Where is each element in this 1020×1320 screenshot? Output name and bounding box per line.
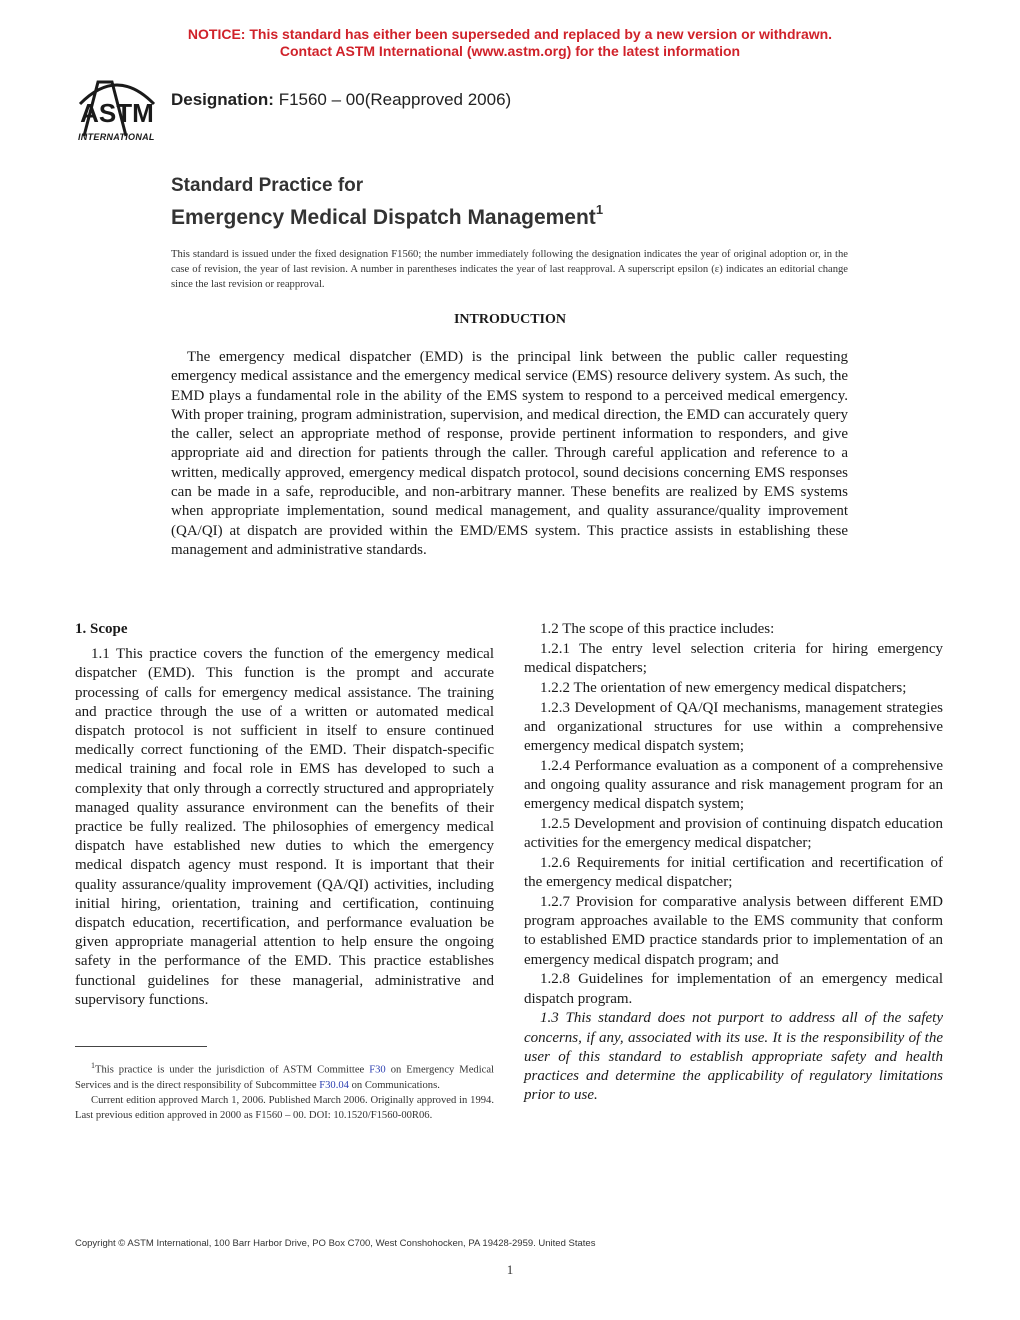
paragraph-1-2-8: 1.2.8 Guidelines for implementation of an emergency medical dispatch program.: [524, 971, 943, 1007]
title-line-2: [171, 198, 603, 232]
notice-line-2: Contact ASTM International (www.astm.org) for the latest information: [279, 43, 741, 59]
footnote-text-3: on Communications.: [348, 1079, 440, 1091]
footnote-text-1: This practice is under the jurisdiction of ASTM Committee: [95, 1064, 370, 1076]
logo-mark-text: ASTM: [80, 98, 154, 128]
designation-value: F1560 – 00(Reapproved 2006): [278, 90, 512, 109]
paragraph-1-2: 1.2 The scope of this practice includes:: [540, 621, 775, 637]
footnote-1: [75, 1058, 494, 1093]
designation: [171, 90, 511, 110]
footnotes: [75, 1058, 494, 1123]
paragraph-1-2-3: 1.2.3 Development of QA/QI mechanisms, management strategies and organizational structures for use within a comprehensive emergency medical dispatch system;: [524, 699, 943, 754]
footnote-edition: Current edition approved March 1, 2006. Published March 2006. Originally approved in 1994. Last previous edition approved in 2000 as F1560 – 00. DOI: 10.1520/F1560-00R06.: [75, 1094, 494, 1121]
designation-label: Designation:: [171, 90, 274, 109]
footnote-divider: [75, 1046, 207, 1047]
title-footnote-marker: 1: [595, 202, 604, 217]
footnote-text-2: on Emergency Medical Services and is the direct responsibility of Subcommittee: [75, 1064, 494, 1091]
introduction-heading: INTRODUCTION: [453, 312, 566, 327]
logo-subtitle: INTERNATIONAL: [78, 132, 155, 142]
title-line-1: Standard Practice for: [171, 175, 364, 196]
paragraph-1-2-5: 1.2.5 Development and provision of continuing dispatch education activities for the emergency medical dispatcher;: [524, 816, 943, 852]
title-main: Emergency Medical Dispatch Management: [171, 206, 596, 229]
paragraph-1-2-1: 1.2.1 The entry level selection criteria for hiring emergency medical dispatchers;: [524, 640, 943, 676]
section-1-heading: 1. Scope: [75, 621, 128, 637]
paragraph-1-2-7: 1.2.7 Provision for comparative analysis between different EMD program approaches available to the EMS community that conform to established EMD practice standards prior to implementation of an emergency medical dispatch program; and: [524, 894, 943, 968]
paragraph-1-1: 1.1 This practice covers the function of the emergency medical dispatcher (EMD). This function is the prompt and accurate processing of calls for emergency medical assistance. The training and practice through the use of a written or automated medical dispatch protocol is not sufficient in itself to ensure continued medically correct functioning of the EMD. Their dispatch-specific medical training and focal role in EMS has developed to such a complexity that only through a correctly structured and appropriately managed quality assurance environment can the benefits of their practice be fully realized. The philosophies of emergency medical dispatch have established new duties to which the emergency medical dispatch agency must respond. It is important that their quality assurance/quality improvement (QA/QI) activities, including initial hiring, orientation, training and certification, continuing dispatch education, recertification, and performance evaluation be given appropriate managerial attention to help ensure the ongoing safety in the performance of the EMD. This practice establishes functional guidelines for these managerial, administrative and supervisory functions.: [75, 646, 494, 1008]
right-column: [524, 620, 943, 1106]
committee-link[interactable]: F30: [369, 1064, 386, 1076]
paragraph-1-3: 1.3 This standard does not purport to address all of the safety concerns, if any, associated with its use. It is the responsibility of the user of this standard to establish appropriate safety and health practices and determine the applicability of regulatory limitations prior to use.: [524, 1010, 943, 1104]
copyright-line: Copyright © ASTM International, 100 Barr Harbor Drive, PO Box C700, West Conshohocken, PA 19428-2959. United States: [75, 1238, 596, 1249]
notice-line-1: NOTICE: This standard has either been superseded and replaced by a new version or withdrawn.: [187, 26, 833, 42]
left-column: [75, 620, 494, 1010]
paragraph-1-2-4: 1.2.4 Performance evaluation as a component of a comprehensive and ongoing quality assurance and risk management program for an emergency medical dispatch system;: [524, 757, 943, 813]
document-title: [171, 174, 603, 232]
issued-note: This standard is issued under the fixed designation F1560; the number immediately following the designation indicates the year of original adoption or, in the case of revision, the year of last revision. A number in parentheses indicates the year of last reapproval. A superscript epsilon (ε) indicates an editorial change since the last revision or reapproval.: [171, 249, 848, 290]
footnote-marker: 1: [91, 1061, 95, 1070]
introduction-text: The emergency medical dispatcher (EMD) is the principal link between the public caller requesting emergency medical assistance and the emergency medical service (EMS) resource delivery system. As such, the EMD plays a fundamental role in the ability of the EMS system to respond to a perceived medical emergency. With proper training, program administration, supervision, and medical direction, the EMD can accurately query the caller, select an appropriate method of response, provide pertinent information to responders, and give appropriate aid and direction for patients through the caller. Through careful application and reference to a written, medically approved, emergency medical dispatch protocol, sound decisions concerning EMS responses can be made in a safe, reproducible, and non-arbitrary manner. These benefits are realized by EMS systems when appropriate implementation, sound medical management, and quality assurance/quality improvement (QA/QI) at dispatch are provided within the EMD/EMS system. This practice assists in establishing these management and administrative standards.: [171, 349, 848, 558]
paragraph-1-2-6: 1.2.6 Requirements for initial certification and recertification of the emergency medical dispatcher;: [524, 855, 943, 891]
page-number: 1: [506, 1262, 514, 1277]
withdrawal-notice: [0, 26, 1020, 60]
subcommittee-link[interactable]: F30.04: [319, 1079, 349, 1091]
paragraph-1-2-2: 1.2.2 The orientation of new emergency medical dispatchers;: [540, 679, 907, 696]
